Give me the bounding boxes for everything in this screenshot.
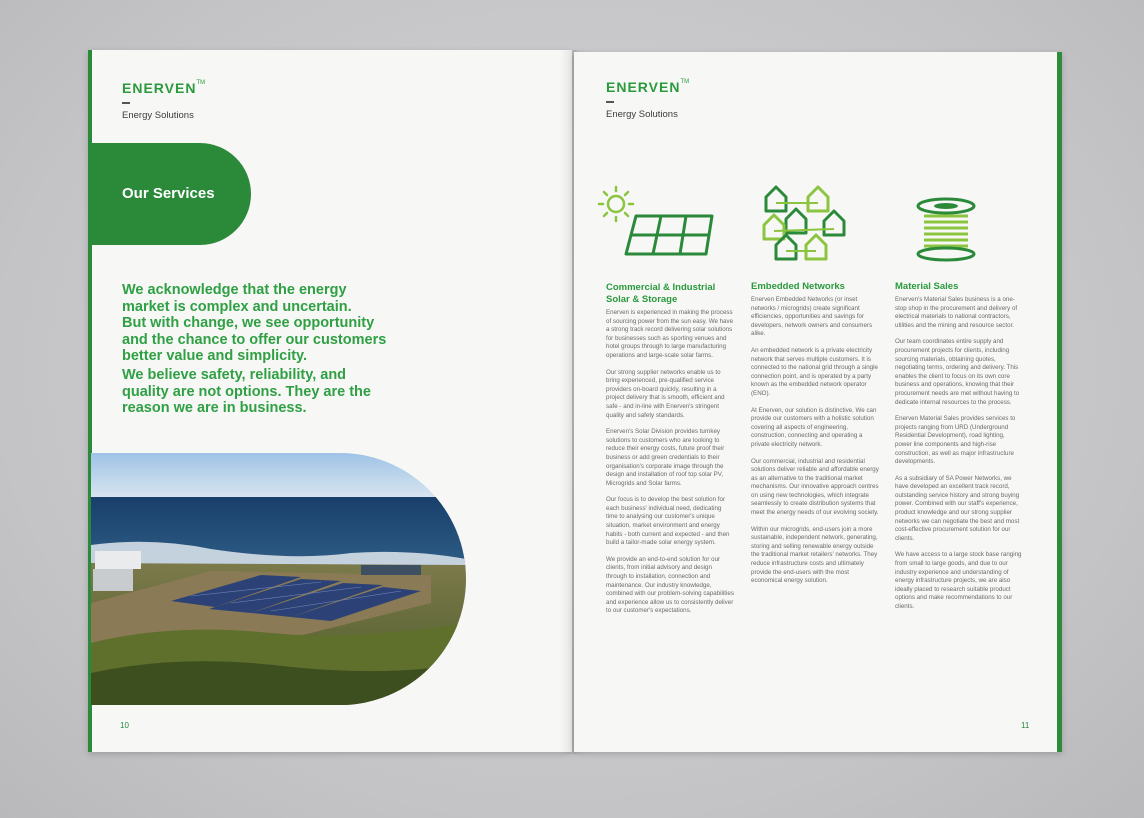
body-paragraph: Enerven's Solar Division provides turnkey solutions to customers who are looking to reduce their energy costs, future proof their business or add green credentials to their organisation's corporate image through the design and installation of roof top solar PV, Microgrids and Solar farms. xyxy=(606,428,725,487)
title-line: Material Sales xyxy=(895,281,959,292)
our-services-tab xyxy=(88,143,251,245)
body-paragraph: Within our microgrids, end-users join a more sustainable, independent network, generating, storing and selling renewable energy outside the traditional market retailers' networks. They reduce infrastructure costs and ultimately provide the end-users with the most economical energy solution. xyxy=(751,525,878,585)
lead-line: quality are not options. They are the xyxy=(122,383,371,400)
body-paragraph: Our focus is to develop the best solution for each business' individual need, dedicating time to analysing our customer's unique situation, market environment and energy habits - both current and expected - and then build a tailor-made solar energy system. xyxy=(606,496,730,547)
page-number-right: 11 xyxy=(1021,721,1030,730)
title-line: Embedded Networks xyxy=(751,281,845,292)
column-title-material xyxy=(895,281,958,293)
body-paragraph: Our commercial, industrial and residential solutions deliver reliable and affordable energy as an alternative to the traditional market mechanisms. Our innovative approach centres on using new technologies, which integrate seamlessly to create distribution systems that meet the energy needs of our evolving society. xyxy=(751,457,879,517)
cable-spool-icon xyxy=(914,196,978,267)
column-title-embedded xyxy=(751,281,845,293)
body-paragraph: At Enerven, our solution is distinctive. We can provide our customers with a holistic solution covering all aspects of engineering, construction, connecting and operating a private electricity network. xyxy=(751,406,877,448)
lead-paragraph-2 xyxy=(122,367,422,417)
body-paragraph: Our team coordinates entire supply and procurement projects for clients, including sourcing materials, obtaining quotes, negotiating terms, ordering and delivery. This enables the client to focus on its own core business and operations, knowing that their procurement needs are met without having to dedicate internal resources to the process. xyxy=(895,338,1020,406)
column-body-solar xyxy=(606,309,734,624)
title-line: Commercial & Industrial xyxy=(606,282,716,293)
logo-tagline: Energy Solutions xyxy=(606,109,678,120)
coastal-solar-farm-photo xyxy=(91,453,466,705)
solar-panel-sun-icon xyxy=(596,184,718,265)
brand-logo-left: ENERVEN™ Energy Solutions xyxy=(122,80,206,121)
page-number-left: 10 xyxy=(120,721,129,730)
body-paragraph: Enerven Material Sales provides services to projects ranging from URD (Underground Residential Development), road lighting, power line components and high-rise construction, as well as major infrastructure developments. xyxy=(895,415,1016,466)
logo-dash xyxy=(606,101,614,103)
lead-line: We believe safety, reliability, and xyxy=(122,367,347,383)
brand-logo-right: ENERVEN™ Energy Solutions xyxy=(606,79,690,120)
logo-tagline: Energy Solutions xyxy=(122,110,194,121)
title-line: Solar & Storage xyxy=(606,294,678,305)
logo-wordmark: ENERVEN xyxy=(606,79,681,95)
body-paragraph: Enerven is experienced in making the process of sourcing power from the sun easy. We have a strong track record delivering solar solutions for businesses such as sporting venues and hotel groups through to large manufacturing operations and large-scale solar farms. xyxy=(606,309,734,359)
body-paragraph: As a subsidiary of SA Power Networks, we have developed an excellent track record, outstanding service history and strong buying power. Combined with our staff's experience, product knowledge and our strong supplier networks we can negotiate the best and most cost-effective procurement solution for our clients. xyxy=(895,474,1020,542)
logo-dash xyxy=(122,102,130,104)
lead-line: better value and simplicity. xyxy=(122,348,308,364)
lead-line: and the chance to offer our customers xyxy=(122,331,387,348)
body-paragraph: We provide an end-to-end solution for our clients, from initial advisory and design through to installation, connection and maintenance. Our industry knowledge, combined with our problem-solving capabilities and experience allow us to consistently deliver to our customer's expectations. xyxy=(606,555,734,615)
lead-line: We acknowledge that the energy xyxy=(122,282,347,298)
body-paragraph: Enerven Embedded Networks (or inset networks / microgrids) create significant efficiencies, opportunities and savings for developers, network owners and consumers alike. xyxy=(751,296,873,338)
lead-paragraph-1 xyxy=(122,282,422,365)
houses-network-icon xyxy=(758,181,852,266)
lead-line: reason we are in business. xyxy=(122,400,307,416)
section-title: Our Services xyxy=(122,185,215,202)
body-paragraph: An embedded network is a private electricity network that serves multiple customers. It is connected to the national grid through a single connection point, and is operated by a party known as the embedded network operator (ENO). xyxy=(751,346,878,397)
column-title-solar xyxy=(606,282,715,306)
body-paragraph: Our strong supplier networks enable us to bring experienced, pre-qualified service providers on-board quickly, resulting in a project delivery that is smooth, efficient and safe - and in-line with Enerven's stringent quality and safety standards. xyxy=(606,368,725,419)
column-body-material xyxy=(895,296,1023,620)
body-paragraph: Enerven's Material Sales business is a one-stop shop in the procurement and delivery of electrical materials to national contractors, utilities and the mining and resource sector. xyxy=(895,296,1018,329)
column-body-embedded xyxy=(751,296,879,594)
lead-line: But with change, we see opportunity xyxy=(122,315,375,331)
logo-wordmark: ENERVEN xyxy=(122,80,197,96)
body-paragraph: We have access to a large stock base ranging from small to large goods, and due to our industry experience and understanding of energy infrastructure projects, we are also ideally placed to research suitable product options and make recommendations to our clients. xyxy=(895,551,1022,610)
lead-line: market is complex and uncertain. xyxy=(122,298,352,315)
